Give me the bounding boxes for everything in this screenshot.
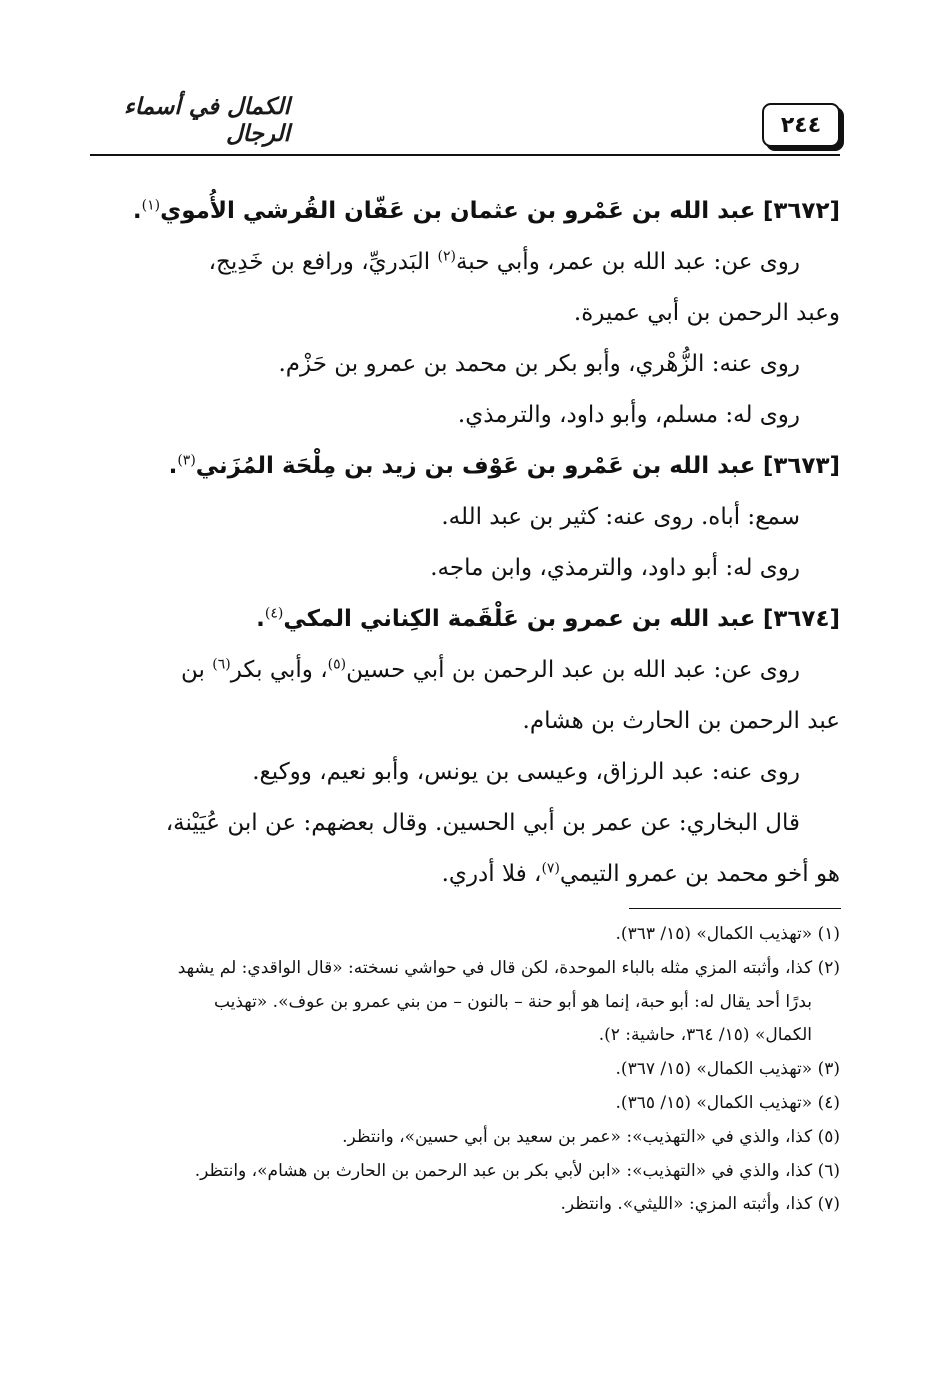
entry-heading <box>92 186 840 237</box>
text-run: روى عنه: الزُّهْري، وأبو بكر بن محمد بن عمرو بن حَزْم. <box>278 351 800 377</box>
entry-end: . <box>168 453 178 479</box>
page-header <box>90 93 840 158</box>
text-run: ، وأبي بكر <box>230 657 328 683</box>
footnote-marker: (٧) <box>541 860 560 877</box>
header-rule <box>90 154 840 156</box>
footnote: (٣) «تهذيب الكمال» (١٥/ ٣٦٧). <box>615 1059 840 1080</box>
text-run: روى عنه: عبد الرزاق، وعيسى بن يونس، وأبو نعيم، ووكيع. <box>252 759 800 785</box>
text-line <box>92 543 840 594</box>
text-line <box>92 339 840 390</box>
text-line <box>92 390 840 441</box>
text-run: سمع: أباه. روى عنه: كثير بن عبد الله. <box>441 504 800 530</box>
text-run: روى له: أبو داود، والترمذي، وابن ماجه. <box>430 555 800 581</box>
text-run: ، فلا أدري. <box>441 861 542 887</box>
entry-name: عبد الله بن عَمْرو بن عَوْف بن زيد بن مِلْحَة المُزَني <box>195 453 756 479</box>
footnote: (٤) «تهذيب الكمال» (١٥/ ٣٦٥). <box>615 1092 840 1113</box>
footnote-continuation: بدرًا أحد يقال له: أبو حبة، إنما هو أبو حنة – بالنون – من بني عمرو بن عوف». «تهذيب <box>213 991 812 1012</box>
entry-end: . <box>132 198 142 224</box>
footnote-marker: (٢) <box>437 248 456 265</box>
text-line <box>92 645 840 696</box>
entry-heading <box>92 594 840 645</box>
text-run: البَدريِّ، ورافع بن خَدِيج، <box>208 249 438 275</box>
footnote: (١) «تهذيب الكمال» (١٥/ ٣٦٣). <box>615 924 840 944</box>
main-text <box>92 186 840 900</box>
footnote-marker: (٣) <box>177 452 196 469</box>
entry-number: [٣٦٧٣] <box>762 453 840 479</box>
text-run: روى عن: عبد الله بن عمر، وأبي حبة <box>455 249 800 275</box>
text-line <box>92 849 840 900</box>
text-run: روى له: مسلم، وأبو داود، والترمذي. <box>457 402 800 428</box>
entry-end: . <box>256 606 265 632</box>
footnote-marker: (٤) <box>264 605 284 622</box>
footnote-continuation: الكمال» (١٥/ ٣٦٤، حاشية: ٢). <box>598 1025 812 1046</box>
page-number: ٢٤٤ <box>762 103 840 147</box>
text-line <box>92 747 840 798</box>
entry-number: [٣٦٧٢] <box>762 198 840 224</box>
entry-heading <box>92 441 840 492</box>
entry-name: عبد الله بن عمرو بن عَلْقَمة الكِناني المكي <box>283 606 756 632</box>
text-run: روى عن: عبد الله بن عبد الرحمن بن أبي حسين <box>346 657 800 683</box>
entry-number: [٣٦٧٤] <box>762 606 840 632</box>
footnote: (٧) كذا، وأثبته المزي: «الليثي». وانتظر. <box>560 1194 840 1215</box>
book-title-calligraphy: الكمال في أسماء الرجال <box>123 93 290 147</box>
footnote-marker: (٥) <box>327 656 347 673</box>
text-run: هو أخو محمد بن عمرو التيمي <box>559 861 840 887</box>
text-line <box>92 696 840 747</box>
text-line <box>92 492 840 543</box>
text-run: بن <box>181 657 213 683</box>
footnote: (٦) كذا، والذي في «التهذيب»: «ابن لأبي بكر بن عبد الرحمن بن الحارث بن هشام»، وانتظر. <box>194 1160 840 1181</box>
footnotes <box>92 918 840 1222</box>
footnote-marker: (٦) <box>212 656 231 673</box>
text-line <box>92 237 840 288</box>
footnote: (٢) كذا، وأثبته المزي مثله بالباء الموحدة، لكن قال في حواشي نسخته: «قال الواقدي: لم يشهد <box>177 957 840 978</box>
text-line <box>92 288 840 339</box>
text-line <box>92 798 840 849</box>
footnote-marker: (١) <box>141 197 161 214</box>
text-run: عبد الرحمن بن الحارث بن هشام. <box>522 708 840 734</box>
text-run: قال البخاري: عن عمر بن أبي الحسين. وقال بعضهم: عن ابن عُيَيْنة، <box>165 810 800 836</box>
entry-name: عبد الله بن عَمْرو بن عثمان بن عَفّان القُرشي الأُموي <box>160 198 756 224</box>
footnote: (٥) كذا، والذي في «التهذيب»: «عمر بن سعيد بن أبي حسين»، وانتظر. <box>342 1126 840 1147</box>
text-run: وعبد الرحمن بن أبي عميرة. <box>573 300 840 326</box>
footnote-separator <box>629 908 841 909</box>
